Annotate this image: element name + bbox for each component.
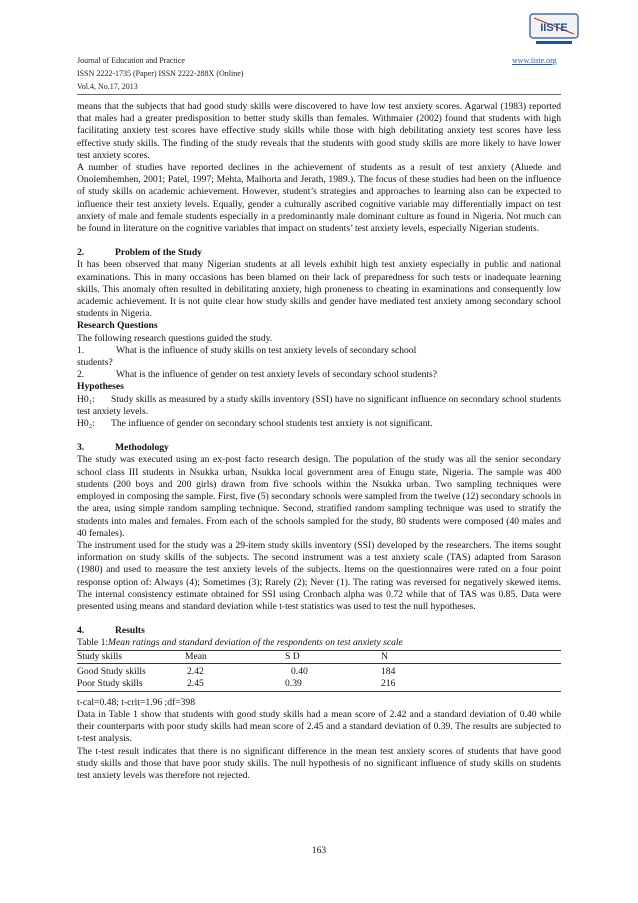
section-number: 4. xyxy=(77,625,85,637)
section-heading-methodology xyxy=(77,442,561,454)
section-heading-results xyxy=(77,625,561,637)
hypothesis-1 xyxy=(77,394,561,418)
journal-title: Journal of Education and Practice xyxy=(77,56,185,65)
page-number: 163 xyxy=(311,845,327,856)
table-header-cell: S D xyxy=(285,650,381,663)
hypothesis-text: The influence of gender on secondary school students test anxiety is not significant. xyxy=(111,418,433,430)
section-heading-problem xyxy=(77,247,561,259)
section-title: Methodology xyxy=(115,442,169,454)
table-cell: 184 xyxy=(381,666,396,678)
table-cell: 0.40 xyxy=(291,666,308,678)
paragraph: The t-test result indicates that there is no significant difference in the mean test anxiety scores of students that have good study skills and those that have poor study skills. The null hypothesis of no significant influence of study skills on students test anxiety levels was therefore not rejected. xyxy=(77,745,561,781)
research-question-2 xyxy=(77,369,561,381)
table-cell: 2.45 xyxy=(185,678,285,691)
journal-volume: Vol.4, No.17, 2013 xyxy=(77,82,138,91)
section-title: Problem of the Study xyxy=(115,247,202,259)
paragraph: Data in Table 1 show that students with good study skills had a mean score of 2.42 and a standard deviation of 0.40 while their counterparts with poor study skills had mean score of 2.45 and a standard deviation of 0.39. The results are subjected to t-test analysis. xyxy=(77,708,561,745)
table-header-row xyxy=(77,650,561,663)
list-text: What is the influence of gender on test anxiety levels of secondary school students? xyxy=(116,369,438,381)
hypothesis-text: Study skills as measured by a study skills inventory (SSI) have no significant influence on secondary school students test anxiety levels. xyxy=(77,393,561,417)
table-row xyxy=(77,663,561,678)
test-statistics-line: t-cal=0.48; t-crit=1.96 ;df=398 xyxy=(77,696,196,708)
table-row xyxy=(77,678,561,691)
table-cell: 0.39 xyxy=(285,678,381,691)
section-number: 2. xyxy=(77,247,85,259)
header-rule xyxy=(77,94,561,95)
list-text: What is the influence of study skills on test anxiety levels of secondary school xyxy=(116,344,417,356)
hypotheses-heading: Hypotheses xyxy=(77,381,124,393)
research-questions-intro: The following research questions guided the study. xyxy=(77,332,273,344)
table-cell: 2.42 xyxy=(187,666,204,678)
table-label: Table 1: xyxy=(77,637,109,649)
results-table xyxy=(77,650,561,692)
hypothesis-2 xyxy=(77,418,561,430)
paragraph: It has been observed that many Nigerian students at all levels exhibit high test anxiety especially in public and national examinations. This in many occasions has been blamed on their lack of preparedness for such tests or inadequate learning skills. This anomaly often resulted in debilitating anxiety, high proneness to cheating in examinations and consequently low academic achievement. It is not quite clear how study skills and gender have mediated test anxiety among secondary school students in Nigeria. xyxy=(77,259,561,320)
hypothesis-label: H0₂: xyxy=(77,418,95,430)
hypothesis-label: H0₁: xyxy=(77,393,95,405)
research-question-1-continued: students? xyxy=(77,357,113,369)
list-number: 1. xyxy=(77,344,85,356)
paragraph: The study was executed using an ex-post facto research design. The population of the study was all the senior secondary school class III students in Nsukka urban, Nsukka local government area of Enugu state, Nigeria. The sample was 400 students (200 boys and 200 girls) drawn from five schools within the Nsukka urban. Two sampling techniques were employed in composing the sample. First, five (5) secondary schools were sampled from the twelve (12) secondary schools in the area, using simple random sampling technique. Second, stratified random sampling technique was used to stratify the students into males and females. From each of the schools sampled for the study, 80 students were composed (40 males and 40 females). xyxy=(77,454,561,539)
paragraph: The instrument used for the study was a 29-item study skills inventory (SSI) developed by the researchers. The items sought information on study skills of the subjects. The second instrument was a test anxiety scale (TAS) adapted from Sarason (1980) and used to measure the test anxiety levels of the subjects. Items on the questionnaires were rated on a four point response option of: Always (4); Sometimes (3); Rarely (2); Never (1). The rating was reversed for negatively skewed items. The internal consistency estimate obtained for SSI using Cronbach alpha was 0.72 while that of TAS was 0.85. Data were presented using means and standard deviation while t-test statistics was used to test the null hypotheses. xyxy=(77,539,561,612)
iiste-logo xyxy=(528,12,580,50)
article-body xyxy=(77,101,561,782)
paragraph: A number of studies have reported declines in the achievement of students as a result of test anxiety (Aluede and Onolemhemhen, 2001; Patel, 1997; Mehta, Malhorta and Jerath, 1989.). The focus of these studies had been on the influence of study skills on academic achievement. However, student’s strategies and approaches to learning also can be expected to influence their test anxiety levels. Equally, gender a culturally ascribed cognitive variable may differentially impact on test anxiety of male and female students especially in a predominantly male dominant culture as found in Nigeria. Not much can be found in literature on the cognitive variables that impact on students’ test anxiety levels, especially Nigerian students. xyxy=(77,162,561,235)
research-question-1 xyxy=(77,345,561,357)
table-header-cell: Study skills xyxy=(77,650,185,663)
table-cell: 216 xyxy=(381,678,561,691)
table-header-cell: N xyxy=(381,650,561,663)
table-header-cell: Mean xyxy=(185,650,285,663)
table-caption-text: Mean ratings and standard deviation of the respondents on test anxiety scale xyxy=(108,637,403,649)
journal-url-link[interactable]: www.iiste.org xyxy=(512,56,557,65)
section-title: Results xyxy=(115,625,145,637)
research-questions-heading: Research Questions xyxy=(77,320,158,332)
logo-text: IISTE xyxy=(540,22,568,34)
table-cell: Good Study skills xyxy=(77,666,146,678)
paragraph: means that the subjects that had good study skills were discovered to have low test anxiety scores. Agarwal (1983) reported that males had a greater predisposition to better study skills than females. Withmaier (2002) found that students with high facilitating anxiety test scores have effective study skills while those with high debilitating anxiety test scores have less effective study skills. The finding of the study reveals that the students with good study skills are more likely to have lower test anxiety scores. xyxy=(77,101,561,161)
journal-issn: ISSN 2222-1735 (Paper) ISSN 2222-288X (Online) xyxy=(77,69,244,78)
table-caption xyxy=(77,637,561,649)
list-number: 2. xyxy=(77,369,85,381)
table-cell: Poor Study skills xyxy=(77,678,185,691)
section-number: 3. xyxy=(77,442,85,454)
